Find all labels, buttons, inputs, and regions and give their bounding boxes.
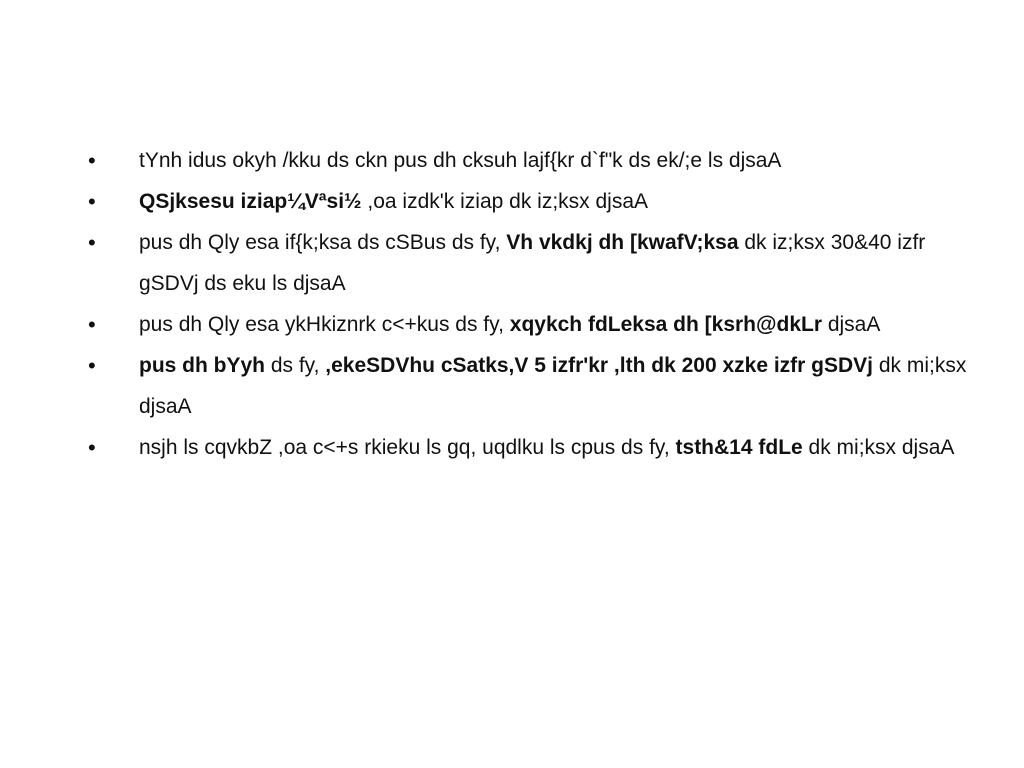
bullet-item-5-text-b: dk mi;ksx djsaA xyxy=(139,354,967,418)
bullet-item-2-text: ,oa izdk'k iziap dk iz;ksx djsaA xyxy=(361,190,649,213)
bullet-item-1-text: tYnh idus okyh /kku ds ckn pus dh cksuh lajf{kr d`f"k ds ek/;e ls djsaA xyxy=(139,149,782,172)
bullet-icon: • xyxy=(88,435,96,460)
bullet-item-2-bold-text: QSjksesu iziap¼Vªsi½ xyxy=(139,190,362,213)
bullet-icon: • xyxy=(88,189,96,214)
bullet-item-4-text-a: pus dh Qly esa ykHkiznrk c<+kus ds fy, xyxy=(139,313,510,336)
bullet-icon: • xyxy=(88,353,96,378)
bullet-item-6-text-b: dk mi;ksx djsaA xyxy=(802,436,955,459)
bullet-item-5-bold-text-b: ,ekeSDVhu cSatks,V 5 izfr'kr ,lth dk 200 xzke izfr gSDVj xyxy=(325,354,874,377)
bullet-item-3-bold-text: Vh vkdkj dh [kwafV;ksa xyxy=(506,231,739,254)
bullet-list xyxy=(88,140,988,468)
bullet-item-6 xyxy=(88,427,988,468)
bullet-item-3-text-a: pus dh Qly esa if{k;ksa ds cSBus ds fy, xyxy=(139,231,507,254)
bullet-icon: • xyxy=(88,148,96,173)
bullet-item-6-text-a: nsjh ls cqvkbZ ,oa c<+s rkieku ls gq, uqdlku ls cpus ds fy, xyxy=(139,436,676,459)
bullet-item-2 xyxy=(88,181,988,222)
bullet-item-3 xyxy=(88,222,988,304)
bullet-item-4 xyxy=(88,304,988,345)
bullet-item-4-bold-text: xqykch fdLeksa dh [ksrh@dkLr xyxy=(509,313,822,336)
bullet-item-5 xyxy=(88,345,988,427)
bullet-item-5-text-a: ds fy, xyxy=(265,354,326,377)
bullet-item-3-text-b: dk iz;ksx 30&40 izfr gSDVj ds eku ls djsaA xyxy=(139,231,926,295)
bullet-item-6-bold-text: tsth&14 fdLe xyxy=(675,436,803,459)
bullet-icon: • xyxy=(88,312,96,337)
bullet-item-5-bold-text-a: pus dh bYyh xyxy=(139,354,265,377)
bullet-icon: • xyxy=(88,230,96,255)
bullet-item-4-text-b: djsaA xyxy=(822,313,881,336)
bullet-item-1 xyxy=(88,140,988,181)
